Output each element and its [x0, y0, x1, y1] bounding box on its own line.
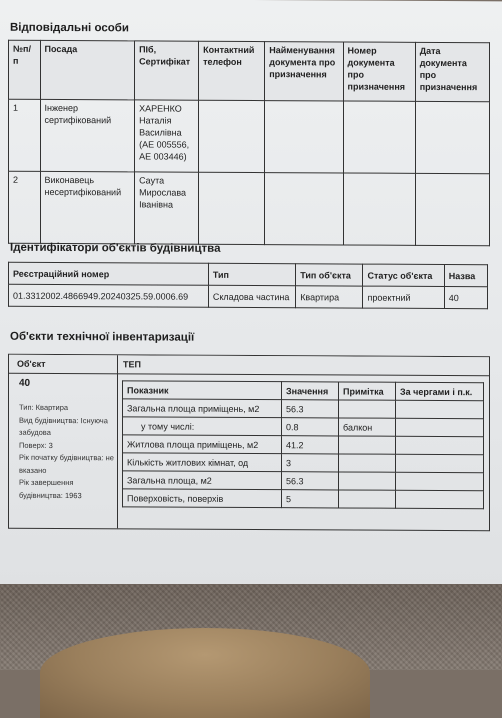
table-cell: балкон [339, 418, 396, 436]
object-info-line: Рік початку будівництва: не вказано [19, 452, 114, 475]
table-cell: 56.3 [282, 400, 339, 418]
table-row [123, 471, 484, 491]
table-cell: 41.2 [282, 436, 339, 454]
header-cell: За чергами і п.к. [396, 382, 484, 400]
header-cell: Значення [282, 382, 339, 400]
table-cell: 2 [9, 171, 41, 243]
table-cell [339, 436, 396, 454]
table-cell [265, 101, 343, 173]
table-cell [199, 100, 265, 172]
table-row [9, 284, 488, 309]
header-cell: Номер документа про призначення [343, 42, 415, 101]
header-cell: Тип [208, 263, 295, 285]
header-cell: Назва [444, 265, 487, 287]
table-cell [265, 173, 343, 245]
table-cell: проектний [363, 286, 444, 308]
table-header-row [9, 262, 488, 287]
identifiers-table [8, 262, 488, 310]
tep-column-label: ТЕП [123, 359, 141, 370]
table-row [123, 489, 484, 509]
tep-table [122, 380, 484, 509]
table-cell: 1 [9, 99, 41, 171]
table-cell [199, 172, 265, 244]
section-title-inventory: Об'єкти технічної інвентаризації [10, 330, 195, 344]
header-cell: Показник [123, 381, 282, 400]
object-number: 40 [19, 377, 31, 389]
table-cell [415, 101, 489, 173]
table-cell: ХАРЕНКО Наталія Василівна (АЕ 005556, АЕ 003446) [135, 100, 199, 172]
table-cell: у тому числі: [123, 417, 282, 436]
table-cell [339, 454, 396, 472]
section-title-responsible: Відповідальні особи [10, 21, 129, 35]
table-row [123, 435, 484, 455]
header-cell: Контактний телефон [199, 41, 265, 100]
table-cell: 01.3312002.4866949.20240325.59.0006.69 [9, 284, 209, 307]
table-cell [415, 173, 489, 245]
table-cell [396, 418, 484, 436]
table-row [9, 99, 490, 174]
knee-shape [40, 628, 370, 718]
header-cell: №п/п [9, 40, 41, 99]
section-title-identifiers: Ідентифікатори об'єктів будівництва [10, 241, 221, 255]
table-cell: Кількість житлових кімнат, од [123, 453, 282, 472]
header-cell: Статус об'єкта [363, 264, 444, 286]
table-cell: 3 [282, 454, 339, 472]
table-cell: Житлова площа приміщень, м2 [123, 435, 282, 454]
table-cell: Загальна площа, м2 [123, 471, 282, 490]
table-cell [396, 454, 484, 472]
header-cell: Примітка [339, 382, 396, 400]
table-cell [339, 472, 396, 490]
table-row [9, 171, 490, 246]
table-header-row [9, 40, 490, 102]
table-row [123, 399, 484, 419]
table-cell [343, 101, 415, 173]
table-header-row [123, 381, 484, 401]
table-cell [339, 490, 396, 508]
inventory-header [9, 355, 489, 377]
header-cell: Найменування документа про призначення [265, 42, 343, 101]
object-info [19, 402, 115, 503]
table-cell: Загальна площа приміщень, м2 [123, 399, 282, 418]
header-cell: ПІб, Сертифікат [135, 41, 199, 100]
column-divider [117, 355, 118, 528]
table-cell: Квартира [296, 286, 363, 308]
table-cell [396, 436, 484, 454]
table-cell: 56.3 [282, 472, 339, 490]
table-cell: Інженер сертифікований [40, 99, 135, 171]
responsible-persons-table [8, 40, 490, 247]
table-cell [396, 472, 484, 490]
table-cell: 40 [444, 287, 487, 309]
table-cell [339, 400, 396, 418]
table-cell: Саута Мирослава Іванівна [135, 172, 199, 244]
object-info-line: Вид будівництва: Існуюча забудова [19, 415, 108, 437]
table-cell: 0.8 [282, 418, 339, 436]
header-cell: Тип об'єкта [296, 264, 363, 286]
table-cell [396, 490, 484, 508]
object-column-label: Об'єкт [17, 358, 46, 369]
table-cell [343, 173, 415, 245]
table-cell: Виконавець несертифікований [40, 171, 135, 243]
table-row [123, 453, 484, 473]
header-cell: Посада [40, 40, 135, 99]
header-cell: Реєстраційний номер [9, 262, 209, 285]
table-cell: Складова частина [208, 285, 295, 307]
table-cell [396, 400, 484, 418]
table-cell: Поверховість, поверхів [123, 489, 282, 508]
object-info-line: Поверх: 3 [19, 440, 53, 450]
inventory-block [8, 354, 490, 532]
table-cell: 5 [282, 490, 339, 508]
object-info-line: Тип: Квартира [19, 402, 69, 413]
object-info-line: Рік завершення будівництва: 1963 [19, 477, 82, 500]
table-row [123, 417, 484, 437]
header-cell: Дата документа про призначення [415, 42, 489, 101]
